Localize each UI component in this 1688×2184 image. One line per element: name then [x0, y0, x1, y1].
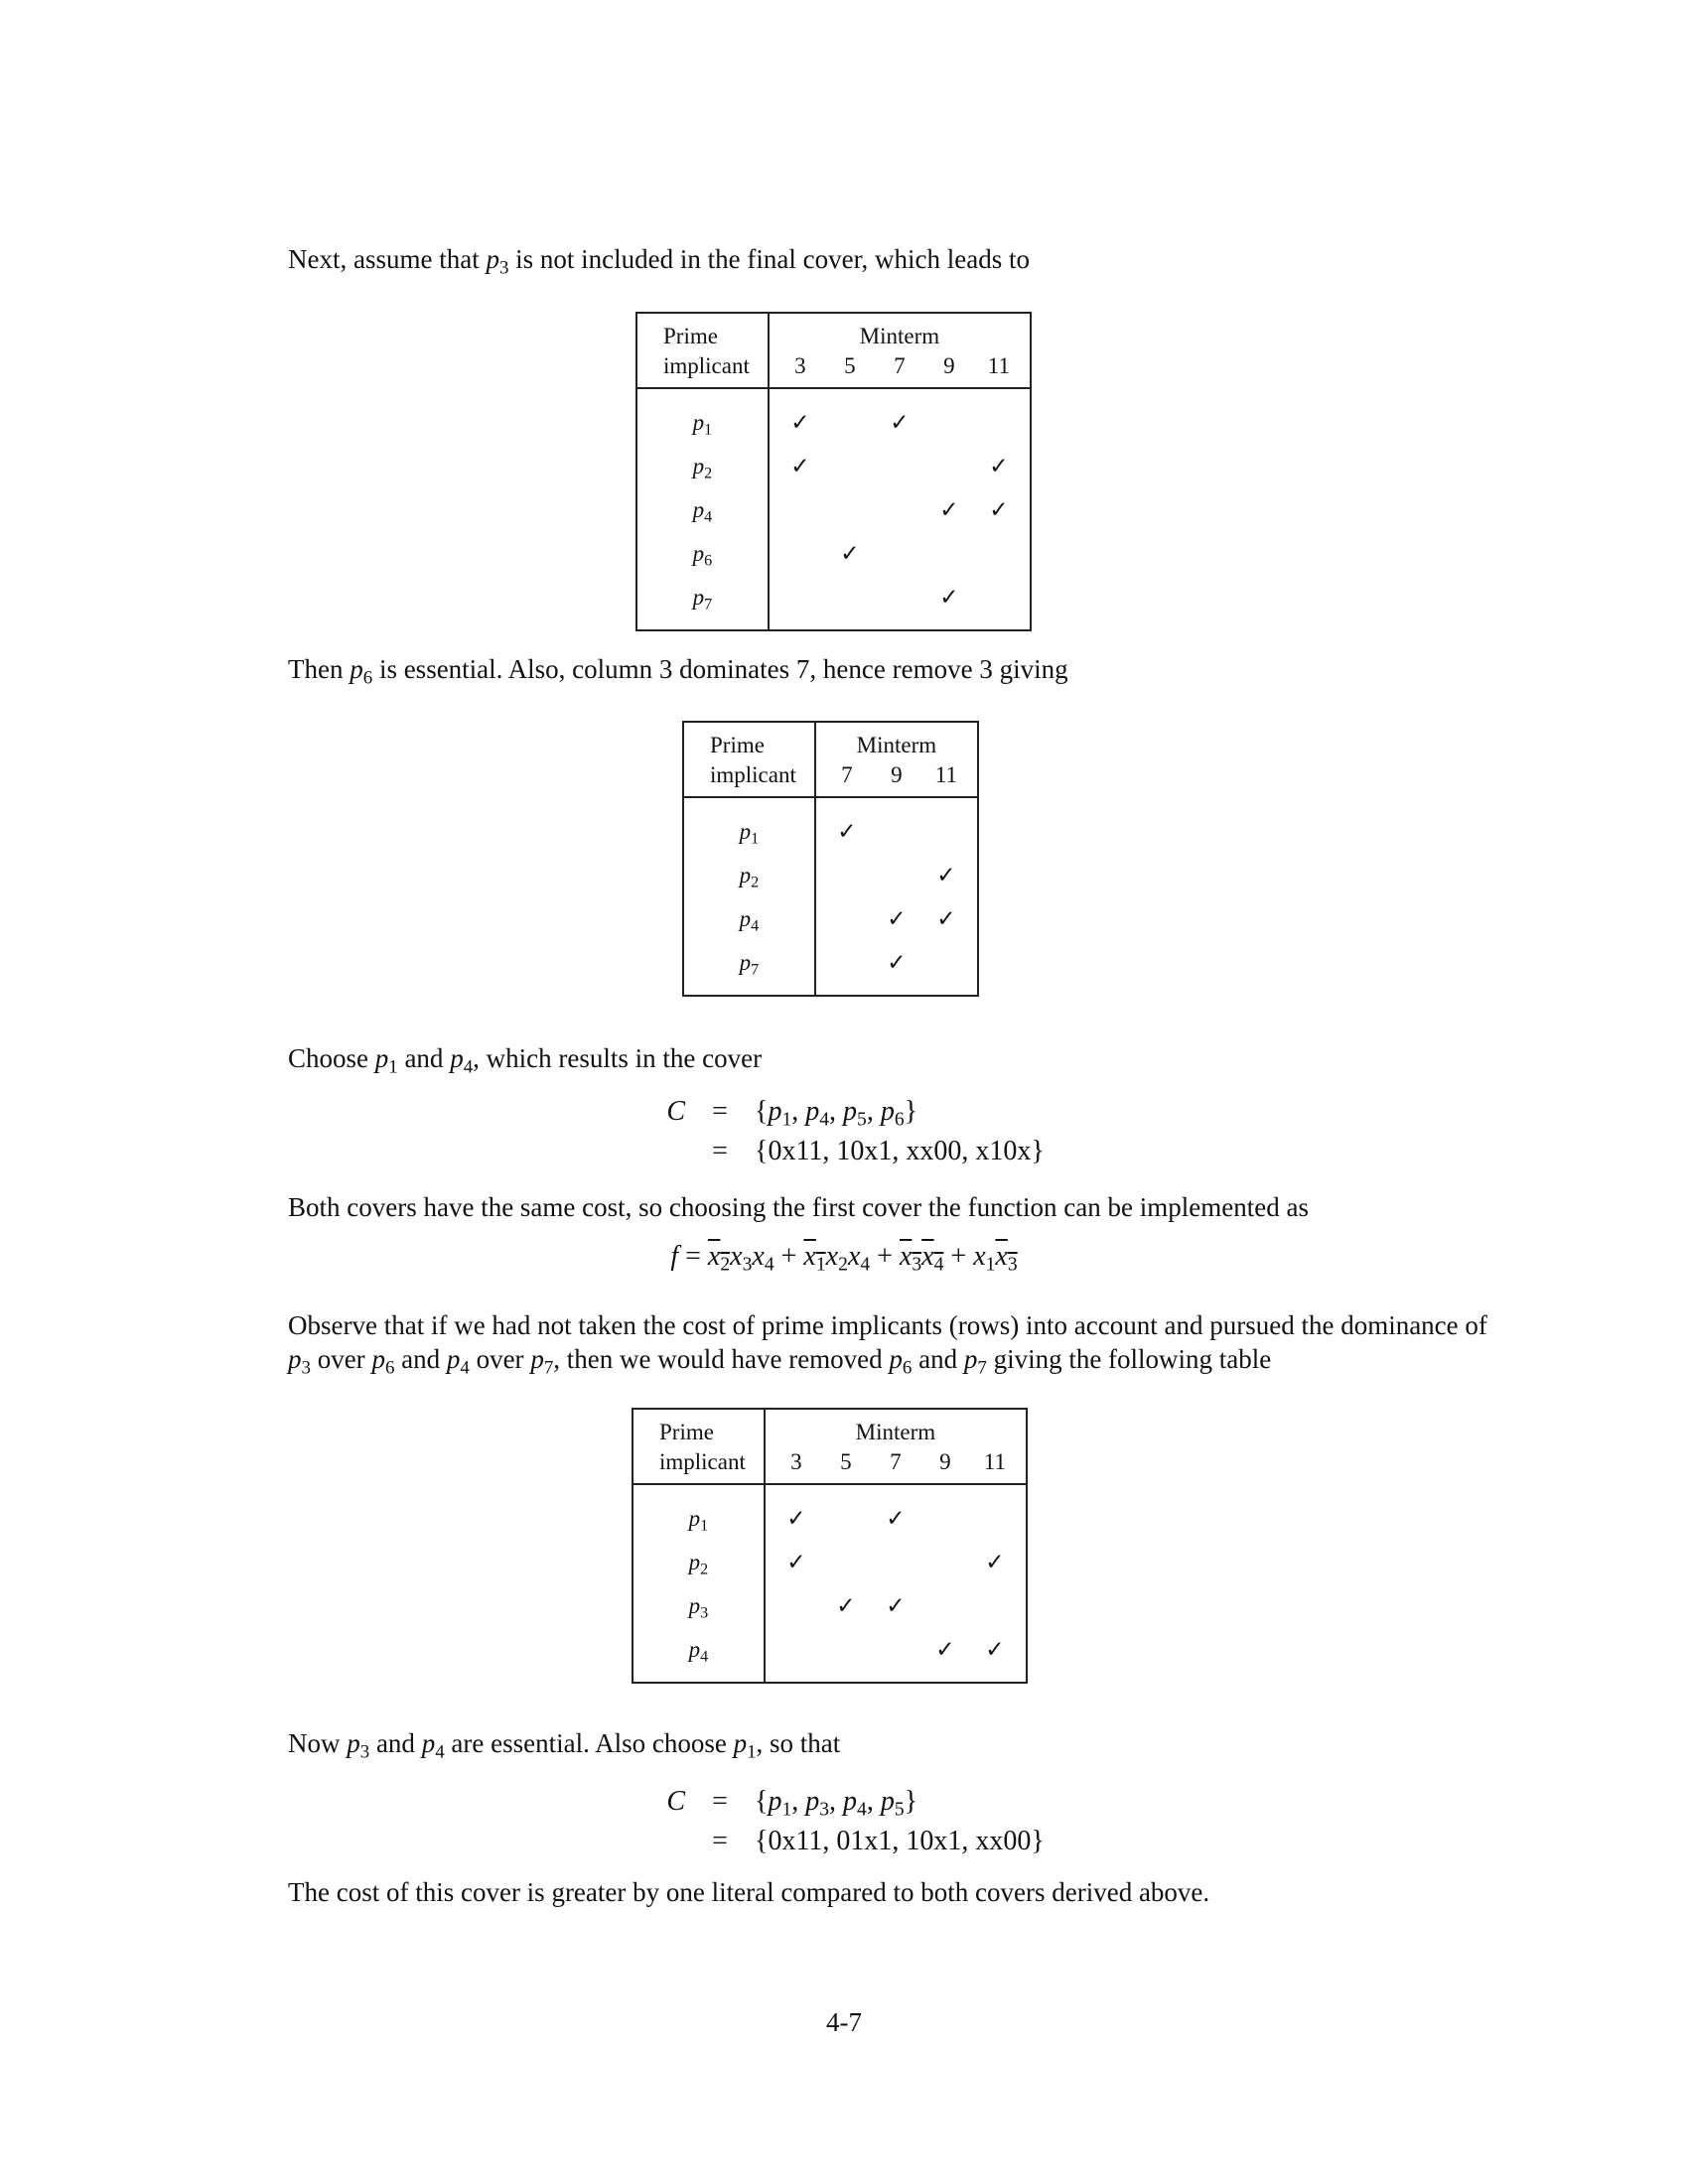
- check-mark: [821, 1635, 871, 1665]
- paragraph-choose-p1-p4: [288, 1041, 1479, 1078]
- check-mark: [871, 1635, 920, 1665]
- text: over: [476, 1344, 524, 1374]
- prime-implicant-label: $p_1$: [683, 797, 815, 854]
- table-row: [683, 941, 978, 996]
- prime-implicant-label: $p_3$: [633, 1584, 765, 1628]
- minterm-header: Minterm 7 9 11: [815, 722, 978, 797]
- prime-implicant-label: $p_4$: [683, 897, 815, 941]
- check-mark: ✓: [935, 1637, 955, 1662]
- check-mark: [921, 948, 971, 978]
- text: , then we would have removed: [553, 1344, 883, 1374]
- check-mark: [821, 1504, 871, 1534]
- check-mark: [921, 817, 971, 847]
- prime-implicant-header: Prime implicant: [633, 1409, 765, 1484]
- check-mark: ✓: [836, 1593, 856, 1618]
- text: Choose: [288, 1043, 368, 1073]
- page-number: 4-7: [826, 2007, 862, 2037]
- minterm-column-header: 9: [891, 762, 903, 787]
- check-mark: [924, 452, 974, 481]
- text: and: [401, 1344, 441, 1374]
- check-mark: [924, 539, 974, 569]
- p6-symbol: $p_6$: [350, 654, 373, 689]
- check-mark: ✓: [886, 1506, 906, 1531]
- paragraph-intro: [288, 242, 1479, 279]
- prime-implicant-label: $p_6$: [636, 532, 769, 576]
- check-mark: [875, 539, 924, 569]
- text: The cost of this cover is greater by one literal compared to both covers derived above.: [288, 1877, 1210, 1907]
- check-mark: ✓: [837, 819, 857, 844]
- text: Next, assume that: [288, 244, 480, 274]
- check-mark: ✓: [985, 1637, 1005, 1662]
- check-mark: [871, 1548, 920, 1577]
- prime-implicant-label: $p_7$: [636, 576, 769, 630]
- check-mark: [775, 583, 825, 613]
- prime-implicant-label: $p_1$: [633, 1484, 765, 1541]
- minterm-column-header: 3: [790, 1449, 802, 1474]
- check-mark: [974, 539, 1024, 569]
- cover-equation-2: [626, 1782, 1045, 1861]
- check-mark: ✓: [790, 410, 810, 435]
- check-mark: [775, 495, 825, 525]
- table-row: [633, 1584, 1027, 1628]
- check-mark: [772, 1635, 821, 1665]
- check-mark: ✓: [786, 1506, 806, 1531]
- check-mark: ✓: [985, 1550, 1005, 1574]
- text: Then: [288, 654, 344, 684]
- check-mark: [970, 1591, 1020, 1621]
- check-mark: [920, 1504, 970, 1534]
- check-mark: [825, 452, 875, 481]
- check-mark: [775, 539, 825, 569]
- table-row: [683, 797, 978, 854]
- text: over: [317, 1344, 365, 1374]
- table-row: [636, 488, 1031, 532]
- prime-implicant-label: $p_4$: [633, 1628, 765, 1683]
- cover-lhs: C: [666, 1096, 685, 1127]
- text: and: [404, 1043, 444, 1073]
- check-mark: [825, 495, 875, 525]
- check-mark: [822, 861, 872, 890]
- p3-symbol: $p_3$: [486, 244, 509, 279]
- text: giving the following table: [993, 1344, 1272, 1374]
- check-mark: ✓: [887, 906, 907, 931]
- minterm-column-header: 9: [943, 353, 955, 378]
- check-mark: ✓: [887, 950, 907, 975]
- minterm-column-header: 7: [890, 1449, 902, 1474]
- text: Observe that if we had not taken the cost of prime implicants (rows) into account and pursued the dominance of: [288, 1310, 1487, 1340]
- p1-symbol: $p_1$: [374, 1043, 398, 1078]
- check-mark: [825, 583, 875, 613]
- paragraph-now-essential: Now $p_3$ and $p_4$ are essential. Also choose $p_1$, so that: [288, 1728, 841, 1763]
- minterm-header: Minterm 3 5 7 9 11: [765, 1409, 1027, 1484]
- prime-implicant-label: $p_2$: [683, 854, 815, 897]
- text: and: [918, 1344, 958, 1374]
- paragraph-observe-dominance: Observe that if we had not taken the cost of prime implicants (rows) into account and pursued the dominance of $p_3$ over $p_6$ and $p_4$ over $p_7$, then we would have removed $p_6$ and $p_7$ giving the following table: [288, 1310, 1487, 1379]
- equals-sign: =: [712, 1826, 728, 1856]
- minterm-column-header: 3: [794, 353, 806, 378]
- text: is not included in the final cover, which leads to: [515, 244, 1030, 274]
- check-mark: [920, 1591, 970, 1621]
- check-mark: [875, 583, 924, 613]
- cover-set-symbolic: {$p_1$, $p_3$, $p_4$, $p_5$}: [755, 1786, 918, 1821]
- table-row: [636, 532, 1031, 576]
- minterm-column-header: 5: [844, 353, 856, 378]
- equals-sign: =: [712, 1096, 728, 1127]
- table-row: [683, 897, 978, 941]
- check-mark: [772, 1591, 821, 1621]
- prime-implicant-label: $p_4$: [636, 488, 769, 532]
- cover-set-cubes: {0x11, 01x1, 10x1, xx00}: [755, 1826, 1045, 1856]
- table-row: [633, 1484, 1027, 1541]
- cover-lhs: C: [666, 1786, 685, 1817]
- check-mark: [875, 452, 924, 481]
- check-mark: [822, 948, 872, 978]
- cover-equation-1: [626, 1092, 1045, 1171]
- check-mark: [924, 408, 974, 438]
- check-mark: ✓: [890, 410, 910, 435]
- prime-implicant-label: $p_2$: [633, 1541, 765, 1584]
- check-mark: [875, 495, 924, 525]
- minterm-column-header: 11: [983, 1449, 1006, 1474]
- prime-implicant-header: Prime implicant: [683, 722, 815, 797]
- check-mark: ✓: [989, 454, 1009, 478]
- equals-sign: =: [712, 1136, 728, 1166]
- check-mark: [974, 408, 1024, 438]
- table-row: [636, 445, 1031, 488]
- text: are essential. Also choose: [451, 1728, 727, 1758]
- check-mark: [872, 817, 921, 847]
- check-mark: [825, 408, 875, 438]
- table-row: [633, 1628, 1027, 1683]
- prime-implicant-label: $p_1$: [636, 388, 769, 445]
- text: Both covers have the same cost, so choosing the first cover the function can be implemented as: [288, 1192, 1309, 1222]
- minterm-column-header: 9: [939, 1449, 951, 1474]
- paragraph-cost-conclusion: [288, 1875, 1479, 1909]
- check-mark: ✓: [790, 454, 810, 478]
- paragraph-both-covers: [288, 1190, 1499, 1224]
- table-row: [683, 854, 978, 897]
- check-mark: ✓: [936, 863, 956, 887]
- prime-implicant-label: $p_7$: [683, 941, 815, 996]
- paragraph-p6-essential: [288, 652, 1479, 689]
- minterm-column-header: 7: [841, 762, 853, 787]
- minterm-column-header: 5: [840, 1449, 852, 1474]
- prime-implicant-table-3: [632, 1408, 1028, 1684]
- minterm-header: Minterm 3 5 7 9 11: [769, 313, 1031, 388]
- text: Now: [288, 1728, 341, 1758]
- check-mark: ✓: [936, 906, 956, 931]
- check-mark: ✓: [886, 1593, 906, 1618]
- minterm-column-header: 11: [987, 353, 1010, 378]
- cover-set-symbolic: {$p_1$, $p_4$, $p_5$, $p_6$}: [755, 1096, 918, 1131]
- p4-symbol: $p_4$: [450, 1043, 474, 1078]
- check-mark: ✓: [786, 1550, 806, 1574]
- function-equation: $f = x_2x_3x_4 + x_1x_2x_4 + x_3x_4 + x_1x_3$: [670, 1241, 1018, 1276]
- check-mark: ✓: [989, 497, 1009, 522]
- text: and: [375, 1728, 415, 1758]
- cover-set-cubes: {0x11, 10x1, xx00, x10x}: [755, 1136, 1045, 1166]
- table-row: [633, 1541, 1027, 1584]
- check-mark: ✓: [939, 497, 959, 522]
- table-row: [636, 388, 1031, 445]
- check-mark: [974, 583, 1024, 613]
- table-row: [636, 576, 1031, 630]
- text: is essential. Also, column 3 dominates 7, hence remove 3 giving: [378, 654, 1068, 684]
- text: , so that: [756, 1728, 841, 1758]
- check-mark: ✓: [939, 585, 959, 610]
- prime-implicant-label: $p_2$: [636, 445, 769, 488]
- check-mark: [821, 1548, 871, 1577]
- check-mark: [970, 1504, 1020, 1534]
- minterm-column-header: 7: [894, 353, 906, 378]
- check-mark: ✓: [840, 541, 860, 566]
- text: , which results in the cover: [473, 1043, 763, 1073]
- check-mark: [822, 904, 872, 934]
- prime-implicant-table-2: [682, 721, 979, 997]
- check-mark: [872, 861, 921, 890]
- prime-implicant-header: Prime implicant: [636, 313, 769, 388]
- equals-sign: =: [712, 1786, 728, 1817]
- check-mark: [920, 1548, 970, 1577]
- prime-implicant-table-1: [635, 312, 1032, 631]
- minterm-column-header: 11: [934, 762, 957, 787]
